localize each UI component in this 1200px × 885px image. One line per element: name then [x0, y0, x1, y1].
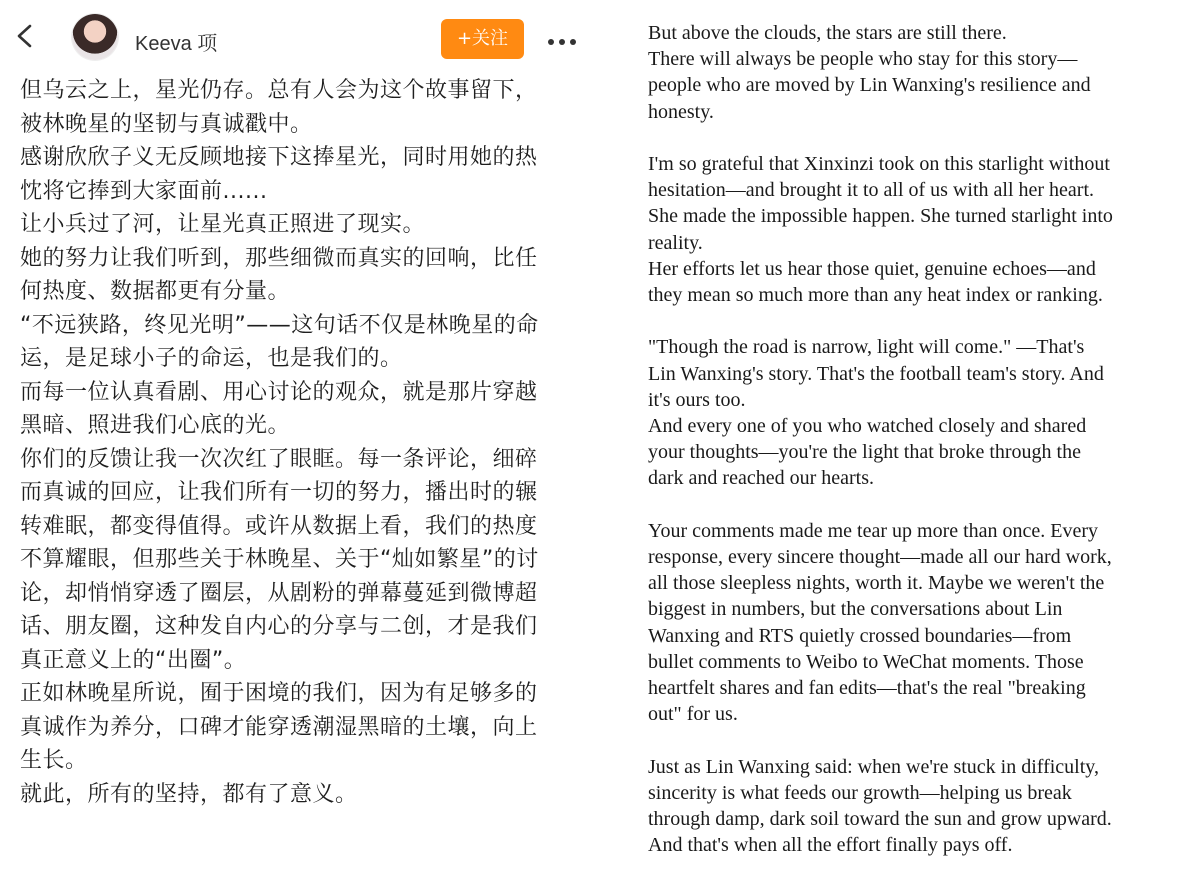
translation-line: And every one of you who watched closely and shared [648, 415, 1087, 438]
post-line: 话、朋友圈，这种发自内心的分享与二创，才是我们 [20, 614, 538, 639]
translation-line: response, every sincere thought—made all our hard work, [648, 546, 1112, 569]
post-line: 而每一位认真看剧、用心讨论的观众，就是那片穿越 [20, 379, 538, 405]
translation-line: they mean so much more than any heat index or ranking. [648, 284, 1103, 307]
post-line: 你们的反馈让我一次次红了眼眶。每一条评论，细碎 [20, 446, 538, 472]
avatar[interactable] [72, 14, 118, 60]
translation-line: Her efforts let us hear those quiet, genuine echoes—and [648, 257, 1096, 280]
paragraph-gap [648, 125, 1188, 151]
translation-line: "Though the road is narrow, light will come." —That's [648, 336, 1085, 359]
translation-line: honesty. [648, 100, 714, 123]
translation-line: biggest in numbers, but the conversations about Lin [648, 598, 1063, 621]
translation-line: dark and reached our hearts. [648, 467, 874, 490]
follow-button[interactable]: +关注 [441, 19, 524, 59]
translation-line: reality. [648, 231, 703, 254]
post-line: 生长。 [20, 748, 88, 773]
post-line: 运，是足球小子的命运，也是我们的。 [20, 346, 403, 371]
translation-line: your thoughts—you're the light that broke through the [648, 441, 1081, 464]
post-line: 就此，所有的坚持，都有了意义。 [20, 781, 358, 807]
translation-line: it's ours too. [648, 388, 746, 411]
post-line: 何热度、数据都更有分量。 [20, 279, 291, 304]
translation-line: Your comments made me tear up more than once. Every [648, 519, 1099, 542]
post-line: 正如林晚星所说，囿于困境的我们，因为有足够多的 [20, 681, 538, 706]
post-line: 转难眠，都变得值得。或许从数据上看，我们的热度 [20, 513, 538, 539]
translation-panel [600, 0, 1200, 885]
translation-line: all those sleepless nights, worth it. Maybe we weren't the [648, 572, 1105, 595]
translation-line: heartfelt shares and fan edits—that's the real "breaking [648, 677, 1086, 700]
post-line: 黑暗、照进我们心底的光。 [20, 413, 291, 438]
translation-line: hesitation—and brought it to all of us with all her heart. [648, 179, 1095, 202]
translation-line: sincerity is what feeds our growth—helping us break [648, 781, 1072, 804]
author-name[interactable]: Keeva 项 [135, 33, 218, 55]
translation-line: There will always be people who stay for this story— [648, 48, 1078, 71]
post-line: 让小兵过了河，让星光真正照进了现实。 [20, 212, 426, 237]
post-line: 而真诚的回应，让我们所有一切的努力，播出时的辗 [20, 480, 538, 505]
post-line: 但乌云之上，星光仍存。总有人会为这个故事留下， [20, 78, 538, 103]
translation-line: Just as Lin Wanxing said: when we're stuck in difficulty, [648, 755, 1099, 778]
paragraph-gap [648, 727, 1188, 753]
post-topbar [0, 0, 600, 70]
translation-line: She made the impossible happen. She turned starlight into [648, 205, 1113, 228]
post-line: 忱将它捧到大家面前...... [20, 178, 268, 204]
post-line: 真诚作为养分，口碑才能穿透潮湿黑暗的土壤，向上 [20, 714, 538, 740]
paragraph-gap [648, 492, 1188, 518]
translation-line: through damp, dark soil toward the sun and grow upward. [648, 808, 1112, 831]
back-arrow-icon[interactable] [14, 24, 36, 48]
post-line: 被林晚星的坚韧与真诚戳中。 [20, 111, 313, 137]
post-line: 论，却悄悄穿透了圈层，从剧粉的弹幕蔓延到微博超 [20, 580, 538, 606]
translation-text [648, 20, 1188, 858]
translation-line: But above the clouds, the stars are still there. [648, 22, 1007, 44]
paragraph-gap [648, 308, 1188, 334]
post-body [20, 74, 580, 811]
translation-line: Lin Wanxing's story. That's the football team's story. And [648, 362, 1104, 385]
post-line: 感谢欣欣子义无反顾地接下这捧星光，同时用她的热 [20, 145, 538, 170]
post-line: 她的努力让我们听到，那些细微而真实的回响，比任 [20, 245, 538, 271]
translation-line: out" for us. [648, 703, 738, 726]
post-line: “不远狭路，终见光明”——这句话不仅是林晚星的命 [20, 312, 539, 338]
translation-line: people who are moved by Lin Wanxing's resilience and [648, 74, 1091, 97]
translation-line: Wanxing and RTS quietly crossed boundaries—from [648, 624, 1072, 647]
more-dots-icon[interactable] [548, 30, 582, 48]
translation-line: And that's when all the effort finally pays off. [648, 834, 1013, 857]
translation-line: bullet comments to Weibo to WeChat moments. Those [648, 650, 1084, 673]
post-line: 真正意义上的“出圈”。 [20, 647, 247, 673]
post-line: 不算耀眼，但那些关于林晚星、关于“灿如繁星”的讨 [20, 547, 539, 572]
translation-line: I'm so grateful that Xinxinzi took on this starlight without [648, 153, 1110, 175]
